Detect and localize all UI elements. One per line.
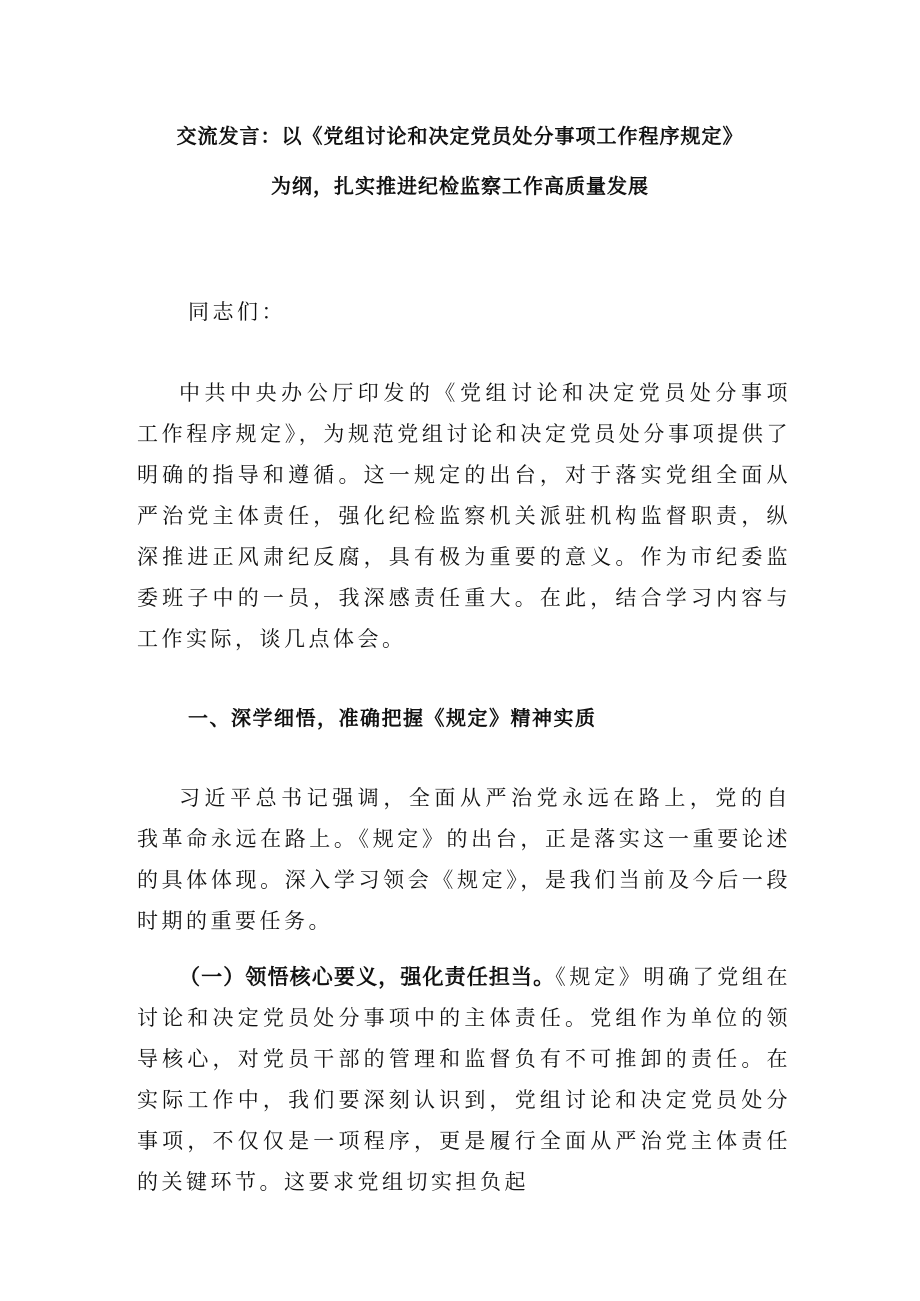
section-heading-1: 一、深学细悟，准确把握《规定》精神实质 xyxy=(188,706,597,730)
document-title-line-1: 交流发言：以《党组讨论和决定党员处分事项工作程序规定》 xyxy=(176,124,744,148)
subsection-1-lead: （一）领悟核心要义，强化责任担当。 xyxy=(179,965,556,989)
document-title-line-2: 为纲，扎实推进纪检监察工作高质量发展 xyxy=(271,174,649,198)
paragraph-intro: 中共中央办公厅印发的《党组讨论和决定党员处分事项工作程序规定》，为规范党组讨论和决定党员处分事项提供了明确的指导和遵循。这一规定的出台，对于落实党组全面从严治党主体责任，强化纪检监察机关派驻机构监督职责，纵深推进正风肃纪反腐，具有极为重要的意义。作为市纪委监委班子中的一员，我深感责任重大。在此，结合学习内容与工作实际，谈几点体会。 xyxy=(137,381,791,651)
subsection-1-body: 《规定》明确了党组在讨论和决定党员处分事项中的主体责任。党组作为单位的领导核心，对党员干部的管理和监督负有不可推卸的责任。在实际工作中，我们要深刻认识到，党组讨论和决定党员处分事项，不仅仅是一项程序，更是履行全面从严治党主体责任的关键环节。这要求党组切实担负起 xyxy=(137,965,792,1194)
paragraph-subsection-1 xyxy=(137,957,791,1203)
greeting: 同志们： xyxy=(188,300,286,324)
paragraph-section-1-intro: 习近平总书记强调，全面从严治党永远在路上，党的自我革命永远在路上。《规定》的出台，正是落实这一重要论述的具体体现。深入学习领会《规定》，是我们当前及今后一段时期的重要任务。 xyxy=(137,786,791,933)
